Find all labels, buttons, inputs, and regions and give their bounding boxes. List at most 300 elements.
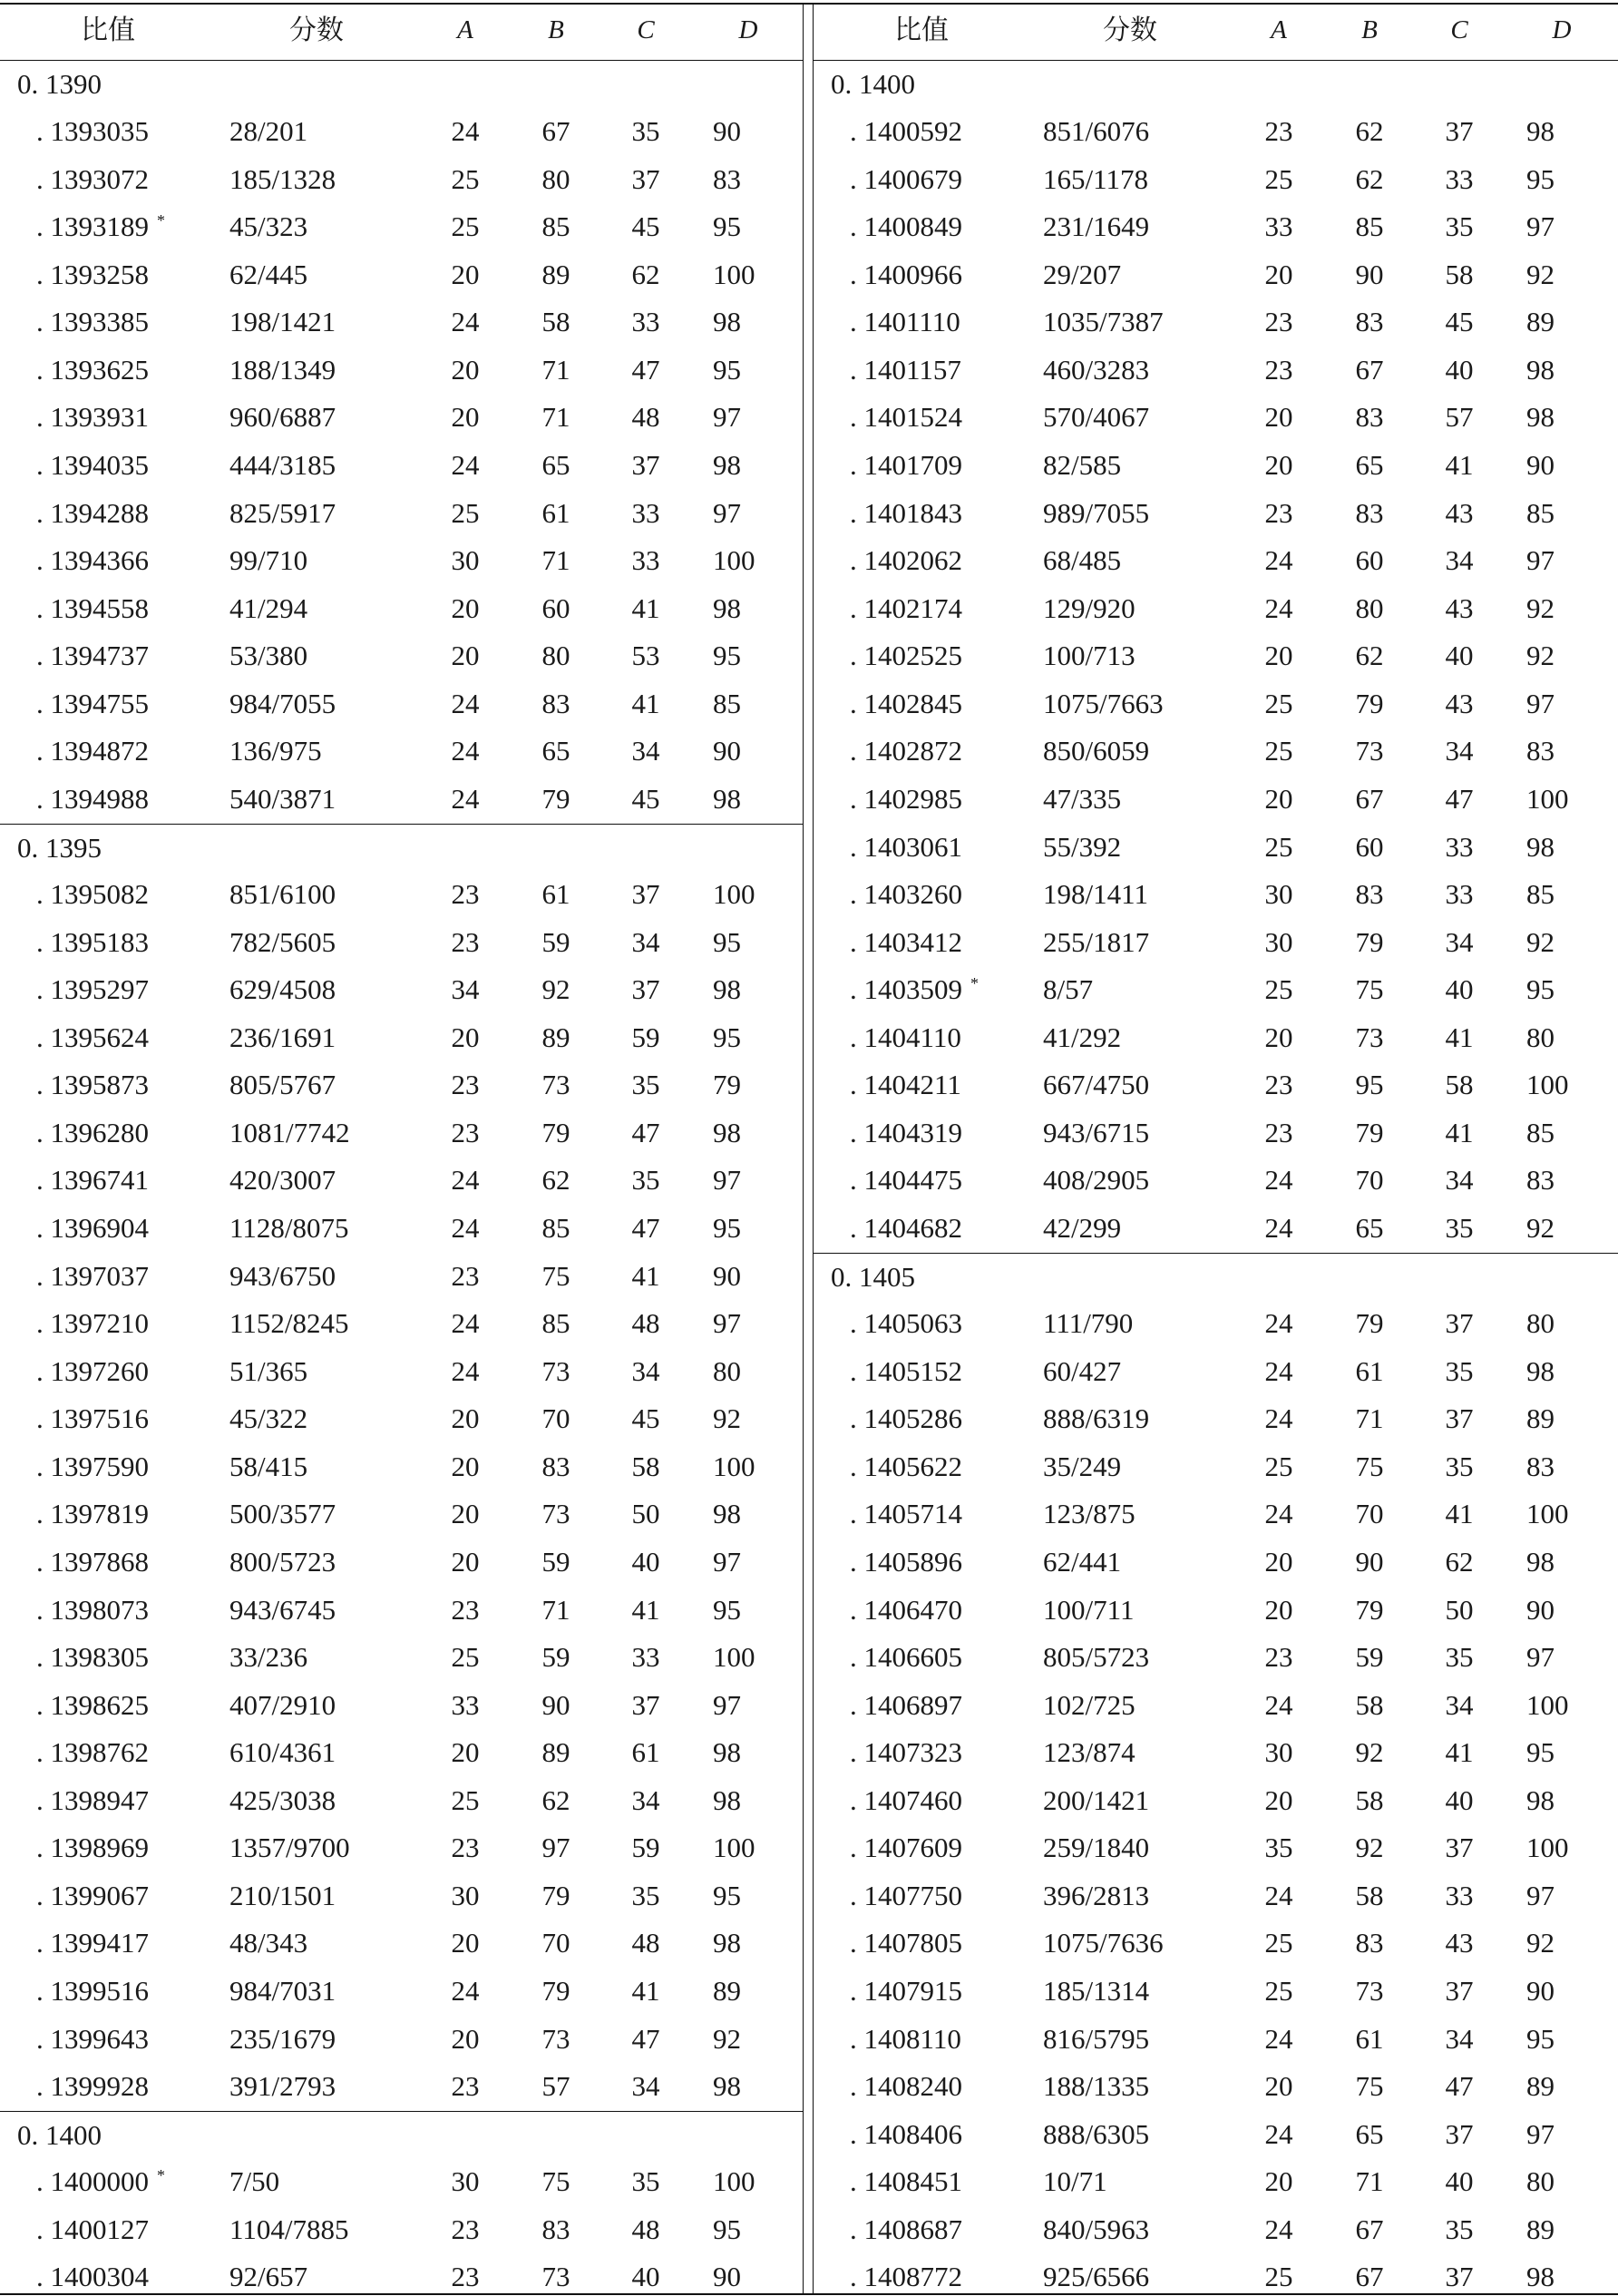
c-cell: 34 [1445, 544, 1474, 577]
fraction-cell: 48/343 [229, 1927, 308, 1959]
ratio-cell [36, 251, 149, 299]
c-cell: 40 [631, 1545, 660, 1578]
a-column-header: A [457, 15, 473, 44]
group-label: 0. 1390 [17, 67, 102, 100]
table-row [814, 2253, 1618, 2292]
ratio-value: . 1400304 [36, 2261, 149, 2293]
b-cell: 67 [1355, 782, 1384, 815]
d-cell: 97 [713, 401, 741, 434]
ratio-value: . 1403061 [850, 830, 962, 863]
table-row [0, 1824, 803, 1872]
table-row [0, 1682, 803, 1730]
c-cell: 34 [1445, 2022, 1474, 2055]
fraction-cell: 60/427 [1043, 1354, 1122, 1387]
ratio-value: . 1393625 [36, 353, 149, 386]
ratio-value: . 1395624 [36, 1021, 149, 1053]
ratio-cell [36, 1443, 149, 1491]
d-cell: 80 [1526, 2165, 1555, 2198]
ratio-value: . 1402872 [850, 735, 962, 767]
ratio-cell [36, 1777, 149, 1825]
ratio-cell [850, 871, 962, 919]
b-cell: 71 [541, 353, 570, 386]
d-cell: 95 [713, 2213, 741, 2245]
table-row [814, 156, 1618, 204]
fraction-cell: 58/415 [229, 1450, 308, 1482]
ratio-value: . 1400127 [36, 2213, 149, 2245]
b-cell: 65 [541, 735, 570, 767]
ratio-value: . 1405152 [850, 1354, 962, 1387]
d-cell: 97 [1526, 544, 1555, 577]
d-cell: 97 [1526, 1879, 1555, 1911]
ratio-cell [850, 1109, 962, 1158]
b-cell: 60 [1355, 544, 1384, 577]
table-row [814, 298, 1618, 347]
ratio-cell [850, 1968, 962, 2016]
a-cell: 20 [1264, 449, 1293, 481]
b-cell: 73 [541, 2261, 570, 2293]
d-cell: 83 [1526, 735, 1555, 767]
table-row [0, 1205, 803, 1253]
a-cell: 25 [1264, 973, 1293, 1006]
fraction-cell: 805/5723 [1043, 1641, 1150, 1674]
table-row [814, 394, 1618, 442]
b-cell: 67 [1355, 2213, 1384, 2245]
group-header-row [814, 61, 1618, 109]
ratio-value: . 1403260 [850, 878, 962, 911]
d-cell: 95 [713, 210, 741, 243]
table-row [0, 871, 803, 919]
b-cell: 65 [541, 449, 570, 481]
ratio-cell [36, 632, 149, 680]
b-cell: 71 [541, 544, 570, 577]
fraction-cell: 1104/7885 [229, 2213, 349, 2245]
a-cell: 25 [1264, 1927, 1293, 1959]
fraction-cell: 236/1691 [229, 1021, 336, 1053]
table-row [814, 108, 1618, 156]
fraction-cell: 47/335 [1043, 782, 1122, 815]
ratio-cell [850, 1682, 962, 1730]
b-cell: 71 [1355, 2165, 1384, 2198]
ratio-cell [36, 490, 149, 538]
d-cell: 98 [1526, 1783, 1555, 1816]
ratio-value: . 1407609 [850, 1832, 962, 1864]
ratio-cell [850, 1634, 962, 1682]
b-cell: 79 [541, 782, 570, 815]
c-cell: 41 [1445, 1116, 1474, 1148]
c-cell: 43 [1445, 496, 1474, 529]
ratio-cell [850, 537, 962, 585]
ratio-cell [36, 347, 149, 395]
fraction-cell: 7/50 [229, 2165, 280, 2198]
ratio-column-header: 比值 [894, 15, 949, 45]
ratio-cell [36, 2206, 149, 2254]
a-cell: 30 [1264, 878, 1293, 911]
ratio-value: . 1395082 [36, 878, 149, 911]
group-label: 0. 1405 [831, 1260, 915, 1293]
b-cell: 61 [541, 878, 570, 911]
table-row [814, 1300, 1618, 1348]
fraction-cell: 805/5767 [229, 1069, 336, 1101]
d-cell: 98 [713, 973, 741, 1006]
c-cell: 43 [1445, 591, 1474, 624]
a-cell: 25 [1264, 687, 1293, 719]
b-cell: 80 [1355, 591, 1384, 624]
d-cell: 89 [1526, 1402, 1555, 1435]
a-cell: 20 [451, 1927, 480, 1959]
ratio-value: . 1397516 [36, 1402, 149, 1435]
b-cell: 79 [1355, 1307, 1384, 1340]
c-cell: 62 [631, 258, 660, 290]
c-cell: 41 [1445, 1021, 1474, 1053]
ratio-cell [36, 1348, 149, 1396]
ratio-value: . 1393035 [36, 115, 149, 148]
b-cell: 89 [541, 1021, 570, 1053]
table-row [814, 776, 1618, 824]
ratio-value: . 1401110 [850, 306, 960, 338]
ratio-cell [36, 203, 165, 255]
fraction-cell: 540/3871 [229, 782, 336, 815]
c-cell: 37 [1445, 115, 1474, 148]
a-cell: 23 [451, 1116, 480, 1148]
fraction-cell: 92/657 [229, 2261, 308, 2293]
a-cell: 24 [451, 1975, 480, 2007]
b-column-header: B [548, 15, 564, 44]
c-cell: 35 [1445, 2213, 1474, 2245]
ratio-value: . 1407915 [850, 1975, 962, 2007]
d-cell: 85 [1526, 1116, 1555, 1148]
a-cell: 23 [451, 1593, 480, 1626]
table-row [0, 347, 803, 395]
ratio-value: . 1408240 [850, 2070, 962, 2103]
table-row [814, 585, 1618, 633]
d-cell: 95 [1526, 1736, 1555, 1769]
c-cell: 37 [1445, 2117, 1474, 2150]
table-row [0, 585, 803, 633]
table-row [0, 1490, 803, 1539]
b-cell: 75 [541, 2165, 570, 2198]
table-row [0, 2063, 803, 2111]
table-row [0, 1443, 803, 1491]
a-cell: 25 [1264, 735, 1293, 767]
c-cell: 43 [1445, 687, 1474, 719]
table-row [814, 1634, 1618, 1682]
c-cell: 37 [1445, 1402, 1474, 1435]
a-cell: 20 [451, 1450, 480, 1482]
ratio-cell [36, 1587, 149, 1635]
d-cell: 95 [713, 640, 741, 672]
a-cell: 34 [451, 973, 480, 1006]
ratio-cell [850, 1014, 961, 1062]
d-cell: 92 [1526, 591, 1555, 624]
d-cell: 95 [713, 1879, 741, 1911]
b-cell: 58 [1355, 1688, 1384, 1721]
table-row [814, 490, 1618, 538]
fraction-cell: 45/322 [229, 1402, 308, 1435]
fraction-cell: 800/5723 [229, 1545, 336, 1578]
a-cell: 20 [1264, 640, 1293, 672]
b-cell: 73 [1355, 735, 1384, 767]
group-label: 0. 1400 [831, 67, 915, 100]
ratio-cell [850, 2016, 961, 2064]
c-cell: 59 [631, 1021, 660, 1053]
table-row [814, 537, 1618, 585]
b-cell: 92 [1355, 1832, 1384, 1864]
fraction-cell: 188/1335 [1043, 2070, 1150, 2103]
b-cell: 73 [1355, 1021, 1384, 1053]
a-cell: 20 [1264, 782, 1293, 815]
b-cell: 67 [1355, 2261, 1384, 2293]
d-cell: 98 [1526, 401, 1555, 434]
ratio-cell [850, 1729, 962, 1777]
b-cell: 62 [1355, 115, 1384, 148]
d-cell: 100 [1526, 782, 1569, 815]
ratio-cell [850, 298, 960, 347]
ratio-cell [850, 1157, 962, 1205]
ratio-cell [36, 1824, 149, 1872]
ratio-value: . 1402845 [850, 687, 962, 719]
ratio-cell [850, 680, 962, 728]
table-row [0, 1253, 803, 1301]
fraction-cell: 989/7055 [1043, 496, 1150, 529]
fraction-cell: 185/1328 [229, 162, 336, 195]
ratio-value: . 1393189 [36, 210, 149, 243]
fraction-cell: 396/2813 [1043, 1879, 1150, 1911]
c-cell: 37 [631, 162, 660, 195]
c-cell: 35 [1445, 1212, 1474, 1244]
table-row [0, 776, 803, 824]
c-cell: 37 [1445, 2261, 1474, 2293]
table-row [814, 728, 1618, 776]
table-row [0, 251, 803, 299]
c-cell: 41 [631, 1975, 660, 2007]
group-header-row [0, 2111, 803, 2159]
c-cell: 34 [1445, 925, 1474, 958]
b-cell: 79 [1355, 687, 1384, 719]
fraction-cell: 407/2910 [229, 1688, 336, 1721]
c-cell: 48 [631, 1927, 660, 1959]
b-cell: 71 [541, 1593, 570, 1626]
fraction-cell: 235/1679 [229, 2022, 336, 2055]
c-cell: 35 [1445, 1450, 1474, 1482]
a-cell: 25 [1264, 162, 1293, 195]
b-cell: 85 [541, 1212, 570, 1244]
c-cell: 33 [1445, 830, 1474, 863]
a-cell: 24 [1264, 2022, 1293, 2055]
a-cell: 20 [451, 1021, 480, 1053]
c-cell: 48 [631, 401, 660, 434]
d-cell: 92 [1526, 258, 1555, 290]
fraction-cell: 259/1840 [1043, 1832, 1150, 1864]
c-cell: 34 [631, 1354, 660, 1387]
fraction-cell: 255/1817 [1043, 925, 1150, 958]
table-row [0, 203, 803, 251]
fraction-cell: 55/392 [1043, 830, 1122, 863]
d-cell: 100 [713, 1641, 755, 1674]
c-cell: 34 [1445, 1688, 1474, 1721]
ratio-value: . 1407460 [850, 1783, 962, 1816]
ratio-cell [850, 1539, 962, 1587]
ratio-cell [36, 1682, 149, 1730]
b-cell: 62 [1355, 162, 1384, 195]
d-cell: 100 [713, 1450, 755, 1482]
table-row [0, 298, 803, 347]
d-cell: 80 [1526, 1307, 1555, 1340]
c-cell: 41 [1445, 1498, 1474, 1530]
c-cell: 35 [1445, 210, 1474, 243]
c-cell: 35 [631, 2165, 660, 2198]
fraction-cell: 41/292 [1043, 1021, 1122, 1053]
table-row [0, 919, 803, 967]
a-cell: 23 [1264, 353, 1293, 386]
a-cell: 24 [1264, 1402, 1293, 1435]
d-cell: 89 [1526, 306, 1555, 338]
a-cell: 30 [1264, 925, 1293, 958]
b-cell: 62 [541, 1783, 570, 1816]
c-cell: 58 [1445, 1069, 1474, 1101]
fraction-cell: 188/1349 [229, 353, 336, 386]
a-cell: 20 [1264, 258, 1293, 290]
ratio-value: . 1393931 [36, 401, 149, 434]
b-cell: 83 [1355, 878, 1384, 911]
b-cell: 73 [541, 2022, 570, 2055]
d-cell: 95 [713, 1021, 741, 1053]
a-cell: 20 [451, 1736, 480, 1769]
table-row [0, 632, 803, 680]
a-cell: 23 [1264, 306, 1293, 338]
fraction-cell: 100/711 [1043, 1593, 1135, 1626]
table-row [814, 1729, 1618, 1777]
ratio-cell [36, 1634, 149, 1682]
ratio-value: . 1400000 [36, 2165, 149, 2198]
ratio-value: . 1400679 [850, 162, 962, 195]
b-cell: 92 [1355, 1736, 1384, 1769]
b-cell: 58 [1355, 1879, 1384, 1911]
a-cell: 25 [1264, 1975, 1293, 2007]
fraction-cell: 99/710 [229, 544, 308, 577]
fraction-cell: 35/249 [1043, 1450, 1122, 1482]
table-row [814, 1443, 1618, 1491]
a-cell: 24 [1264, 591, 1293, 624]
b-cell: 61 [541, 496, 570, 529]
ratio-cell [850, 728, 962, 776]
c-cell: 33 [631, 1641, 660, 1674]
table-body [0, 61, 803, 2293]
table-row [814, 966, 1618, 1014]
ratio-value: . 1400966 [850, 258, 962, 290]
table-row [814, 1490, 1618, 1539]
c-cell: 35 [631, 1069, 660, 1101]
a-cell: 24 [451, 1307, 480, 1340]
ratio-cell [850, 1395, 962, 1443]
b-cell: 79 [1355, 1116, 1384, 1148]
fraction-column-header: 分数 [289, 15, 344, 45]
ratio-cell [36, 1539, 149, 1587]
c-cell: 58 [1445, 258, 1474, 290]
group-header-row [0, 824, 803, 872]
ratio-cell [850, 585, 962, 633]
a-cell: 33 [1264, 210, 1293, 243]
d-cell: 85 [713, 687, 741, 719]
c-cell: 34 [1445, 735, 1474, 767]
d-column-header: D [1552, 15, 1572, 44]
table-row [0, 1634, 803, 1682]
d-cell: 90 [1526, 1975, 1555, 2007]
a-cell: 35 [1264, 1832, 1293, 1864]
ratio-value: . 1408687 [850, 2213, 962, 2245]
c-cell: 41 [1445, 1736, 1474, 1769]
a-cell: 25 [451, 1641, 480, 1674]
d-cell: 95 [1526, 162, 1555, 195]
table-row [814, 2063, 1618, 2111]
b-cell: 83 [541, 687, 570, 719]
c-cell: 40 [1445, 1783, 1474, 1816]
a-cell: 24 [451, 687, 480, 719]
fraction-cell: 851/6076 [1043, 115, 1150, 148]
a-cell: 24 [1264, 1307, 1293, 1340]
b-cell: 62 [541, 1164, 570, 1197]
d-cell: 97 [713, 1545, 741, 1578]
d-cell: 92 [1526, 1927, 1555, 1959]
c-cell: 41 [631, 591, 660, 624]
a-cell: 20 [451, 2022, 480, 2055]
d-cell: 97 [713, 1688, 741, 1721]
b-cell: 92 [541, 973, 570, 1006]
ratio-cell [850, 1872, 962, 1920]
fraction-cell: 51/365 [229, 1354, 308, 1387]
ratio-cell [36, 966, 149, 1014]
c-cell: 35 [1445, 1641, 1474, 1674]
table-row [0, 1777, 803, 1825]
d-cell: 95 [713, 925, 741, 958]
b-cell: 71 [541, 401, 570, 434]
fraction-cell: 10/71 [1043, 2165, 1107, 2198]
ratio-cell [850, 1443, 962, 1491]
d-cell: 100 [713, 1832, 755, 1864]
a-cell: 23 [451, 1069, 480, 1101]
d-cell: 100 [1526, 1069, 1569, 1101]
fraction-cell: 925/6566 [1043, 2261, 1150, 2293]
a-cell: 24 [451, 735, 480, 767]
c-cell: 45 [631, 782, 660, 815]
c-column-header: C [1450, 15, 1468, 44]
ratio-value: . 1402174 [850, 591, 962, 624]
b-cell: 62 [1355, 640, 1384, 672]
b-cell: 80 [541, 640, 570, 672]
fraction-cell: 41/294 [229, 591, 308, 624]
ratio-value: . 1402525 [850, 640, 962, 672]
a-cell: 30 [451, 1879, 480, 1911]
fraction-cell: 68/485 [1043, 544, 1122, 577]
b-cell: 83 [1355, 1927, 1384, 1959]
fraction-cell: 198/1411 [1043, 878, 1148, 911]
ratio-cell [850, 1777, 962, 1825]
table-panel-right [813, 5, 1618, 2293]
c-cell: 41 [631, 687, 660, 719]
table-row [814, 919, 1618, 967]
fraction-cell: 210/1501 [229, 1879, 336, 1911]
c-cell: 61 [631, 1736, 660, 1769]
b-cell: 70 [541, 1402, 570, 1435]
b-cell: 79 [541, 1879, 570, 1911]
ratio-cell [850, 2253, 962, 2292]
fraction-cell: 888/6319 [1043, 1402, 1150, 1435]
b-cell: 79 [1355, 1593, 1384, 1626]
ratio-value: . 1394737 [36, 640, 149, 672]
a-cell: 20 [451, 1402, 480, 1435]
fraction-cell: 62/445 [229, 258, 308, 290]
table-row [0, 1968, 803, 2016]
ratio-value: . 1398762 [36, 1736, 149, 1769]
